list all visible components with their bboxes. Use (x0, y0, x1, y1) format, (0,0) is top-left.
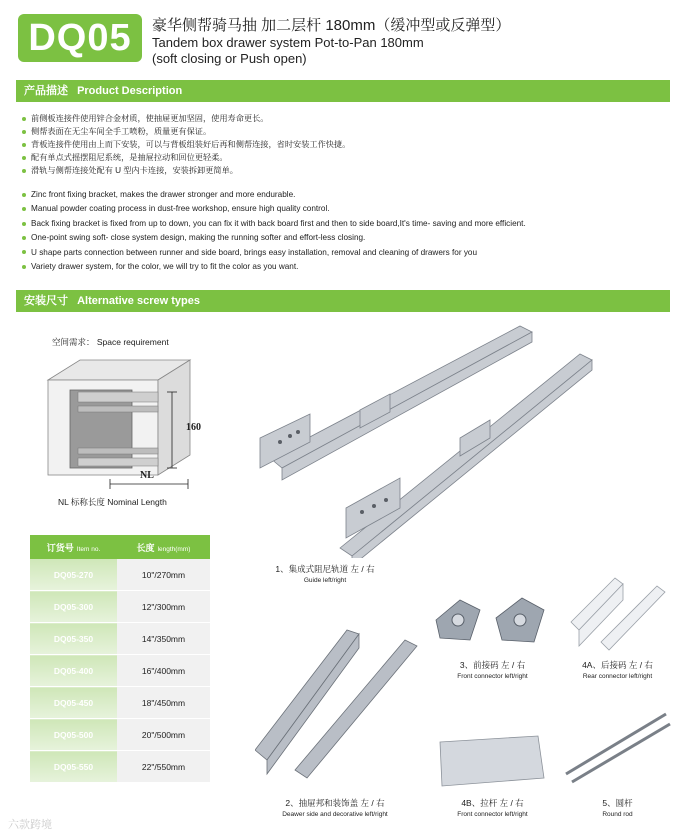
col-item-no: 订货号 Item no. (30, 535, 117, 559)
bullet-icon (22, 207, 26, 211)
nl-label: NL (140, 470, 154, 481)
bullet-icon (22, 130, 26, 134)
list-item: 侧帮表面在无尘车间全手工喷粉，质量更有保证。 (22, 125, 350, 138)
bar-en: Product Description (77, 85, 183, 97)
list-item: 滑轨与侧帮连接处配有 U 型内卡连接，安装拆卸更简单。 (22, 164, 350, 177)
drawer-side-image (255, 620, 425, 780)
space-requirement-label: 空间需求： Space requirement (52, 337, 169, 347)
nominal-length-caption: NL 标称长度 Nominal Length (58, 497, 167, 507)
table-header-row (30, 535, 210, 559)
watermark: 六款跨境 (8, 819, 52, 831)
bullet-icon (22, 156, 26, 160)
description-en-list (22, 188, 526, 274)
list-item: 配有单点式摇摆阻尼系统，是抽屉拉动和回位更轻柔。 (22, 151, 350, 164)
round-rod-image (562, 708, 672, 788)
list-item: Manual powder coating process in dust-free workshop, ensure high quality control. (22, 202, 526, 216)
list-item: U shape parts connection between runner and side board, brings easy installation, removal and cleaning of drawers for you (22, 246, 526, 260)
bullet-icon (22, 117, 26, 121)
bullet-icon (22, 250, 26, 254)
list-item: Variety drawer system, for the color, we will try to fit the color as you want. (22, 260, 526, 274)
bullet-icon (22, 265, 26, 269)
part-2-caption: 2、抽屉邦和装饰盖 左 / 右 Deawer side and decorative left/right (282, 798, 388, 818)
title-en (152, 35, 512, 67)
title-en-line2: (soft closing or Push open) (152, 51, 307, 66)
title-en-line1: Tandem box drawer system Pot-to-Pan 180mm (152, 35, 424, 50)
part-5-caption: 5、圆杆 Round rod (602, 798, 633, 818)
bar-cn: 产品描述 (24, 85, 68, 97)
part-4b-caption: 4B、拉杆 左 / 右 Front connector left/right (457, 798, 528, 818)
rear-connector-image (565, 572, 670, 657)
list-item: Back fixing bracket is fixed from up to down, you can fix it with back board first and then to side board,It's time- saving and more efficient. (22, 217, 526, 231)
table-row: DQ05-300 12"/300mm (30, 591, 210, 623)
table-row: DQ05-500 20"/500mm (30, 719, 210, 751)
bar-cn: 安装尺寸 (24, 295, 68, 307)
guide-rails-image (250, 318, 610, 558)
table-row: DQ05-350 14"/350mm (30, 623, 210, 655)
alternative-screw-types-bar (16, 290, 670, 312)
product-code-logo: DQ05 (18, 14, 142, 62)
bullet-icon (22, 222, 26, 226)
col-length: 长度 length(mm) (117, 535, 210, 559)
list-item: One-point swing soft- close system design, making the running softer and effort-less closing. (22, 231, 526, 245)
front-connector-image (430, 590, 555, 652)
bullet-icon (22, 169, 26, 173)
part-4a-caption: 4A、后接码 左 / 右 Rear connector left/right (582, 660, 653, 680)
table-row: DQ05-270 10"/270mm (30, 559, 210, 591)
table-row: DQ05-550 22"/550mm (30, 751, 210, 783)
product-description-bar (16, 80, 670, 102)
drawer-dimension-diagram (40, 350, 220, 495)
pull-bar-image (438, 732, 548, 792)
spec-table (30, 535, 210, 783)
bullet-icon (22, 193, 26, 197)
bar-en: Alternative screw types (77, 295, 200, 307)
description-cn-list (22, 112, 350, 177)
title-cn: 豪华侧帮骑马抽 加二层杆 180mm（缓冲型或反弹型） (152, 17, 511, 34)
list-item: 背板连接件使用由上而下安装，可以与背板组装好后再和侧帮连接，省时安装工作快捷。 (22, 138, 350, 151)
height-value: 160 (186, 422, 201, 433)
table-row: DQ05-450 18"/450mm (30, 687, 210, 719)
list-item: Zinc front fixing bracket, makes the drawer stronger and more endurable. (22, 188, 526, 202)
part-3-caption: 3、前接码 左 / 右 Front connector left/right (457, 660, 528, 680)
table-row: DQ05-400 16"/400mm (30, 655, 210, 687)
part-1-caption: 1、集成式阻尼轨道 左 / 右 Guide left/right (275, 564, 375, 584)
list-item: 前侧板连接件使用锌合金材质，使抽屉更加坚固，使用寿命更长。 (22, 112, 350, 125)
bullet-icon (22, 236, 26, 240)
bullet-icon (22, 143, 26, 147)
